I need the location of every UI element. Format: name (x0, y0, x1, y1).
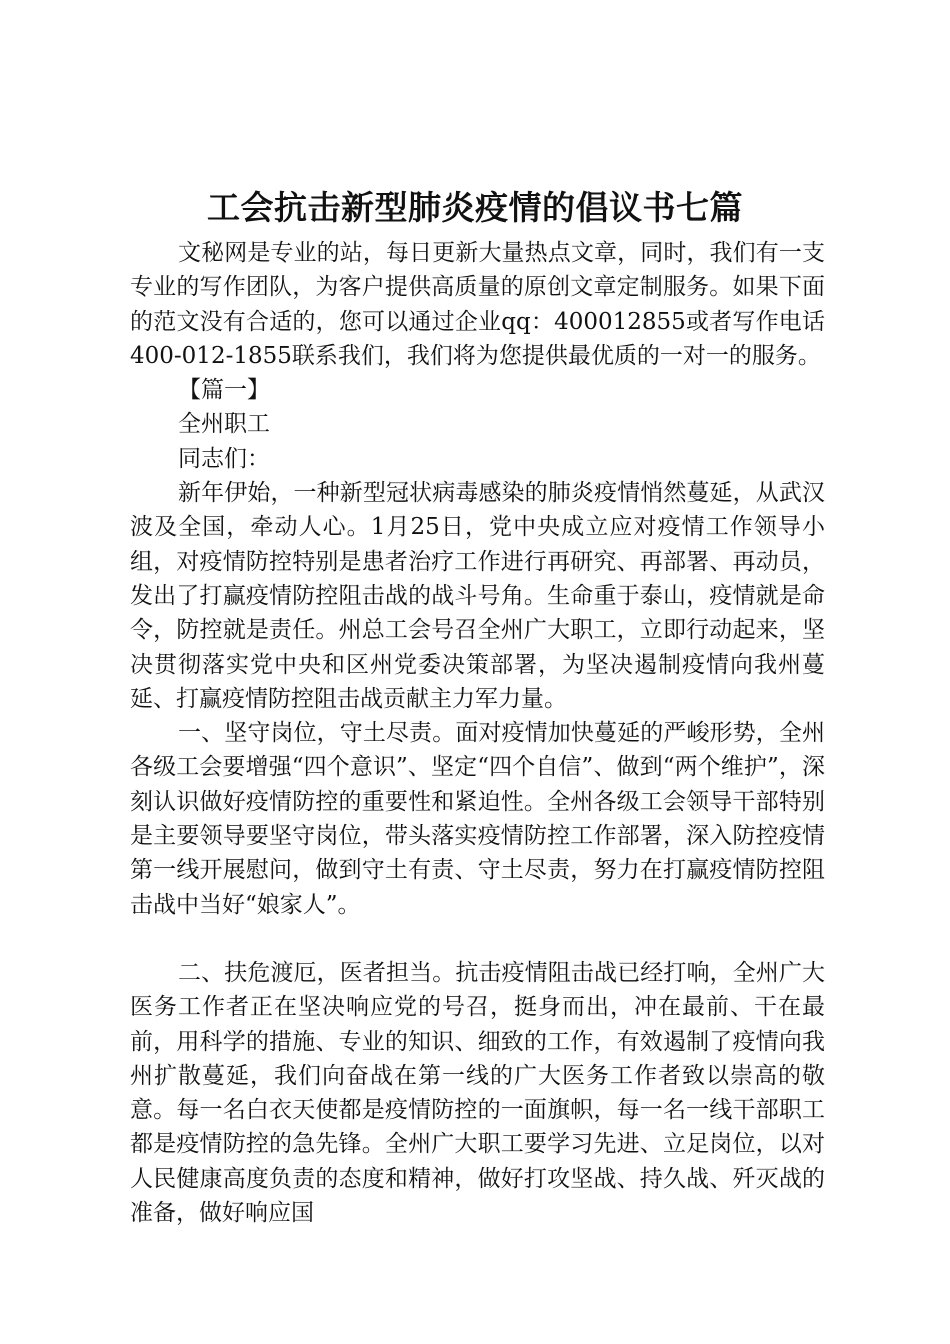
body-paragraph: 新年伊始，一种新型冠状病毒感染的肺炎疫情悄然蔓延，从武汉波及全国，牵动人心。1月25日，党中央成立应对疫情工作领导小组，对疫情防控特别是患者治疗工作进行再研究、再部署、再动员，发出了打赢疫情防控阻击战的战斗号角。生命重于泰山，疫情就是命令，防控就是责任。州总工会号召全州广大职工，立即行动起来，坚决贯彻落实党中央和区州党委决策部署，为坚决遏制疫情向我州蔓延、打赢疫情防控阻击战贡献主力军力量。 (130, 480, 825, 712)
salutation-recipient: 全州职工 (178, 411, 270, 438)
body-paragraph: 二、扶危渡厄，医者担当。抗击疫情阻击战已经打响，全州广大医务工作者正在坚决响应党的号召，挺身而出，冲在最前、干在最前，用科学的措施、专业的知识、细致的工作，有效遏制了疫情向我州扩散蔓延，我们向奋战在第一线的广大医务工作者致以崇高的敬意。每一名白衣天使都是疫情防控的一面旗帜，每一名一线干部职工都是疫情防控的急先锋。全州广大职工要学习先进、立足岗位，以对人民健康高度负责的态度和精神，做好打攻坚战、持久战、歼灭战的准备，做好响应国 (130, 959, 825, 1227)
document-title: 工会抗击新型肺炎疫情的倡议书七篇 (207, 188, 743, 227)
salutation-greeting: 同志们： (178, 445, 270, 472)
document-body (130, 236, 825, 1230)
body-paragraph: 一、坚守岗位，守土尽责。面对疫情加快蔓延的严峻形势，全州各级工会要增强“四个意识”、坚定“四个自信”、做到“两个维护”，深刻认识做好疫情防控的重要性和紧迫性。全州各级工会领导干部特别是主要领导要坚守岗位，带头落实疫情防控工作部署，深入防控疫情第一线开展慰问，做到守土有责、守土尽责，努力在打赢疫情防控阻击战中当好“娘家人”。 (130, 720, 825, 918)
section-heading: 【篇一】 (178, 377, 270, 404)
intro-paragraph: 文秘网是专业的站，每日更新大量热点文章，同时，我们有一支专业的写作团队，为客户提供高质量的原创文章定制服务。如果下面的范文没有合适的，您可以通过企业qq：400012855或者写作电话400-012-1855联系我们，我们将为您提供最优质的一对一的服务。 (130, 240, 825, 369)
